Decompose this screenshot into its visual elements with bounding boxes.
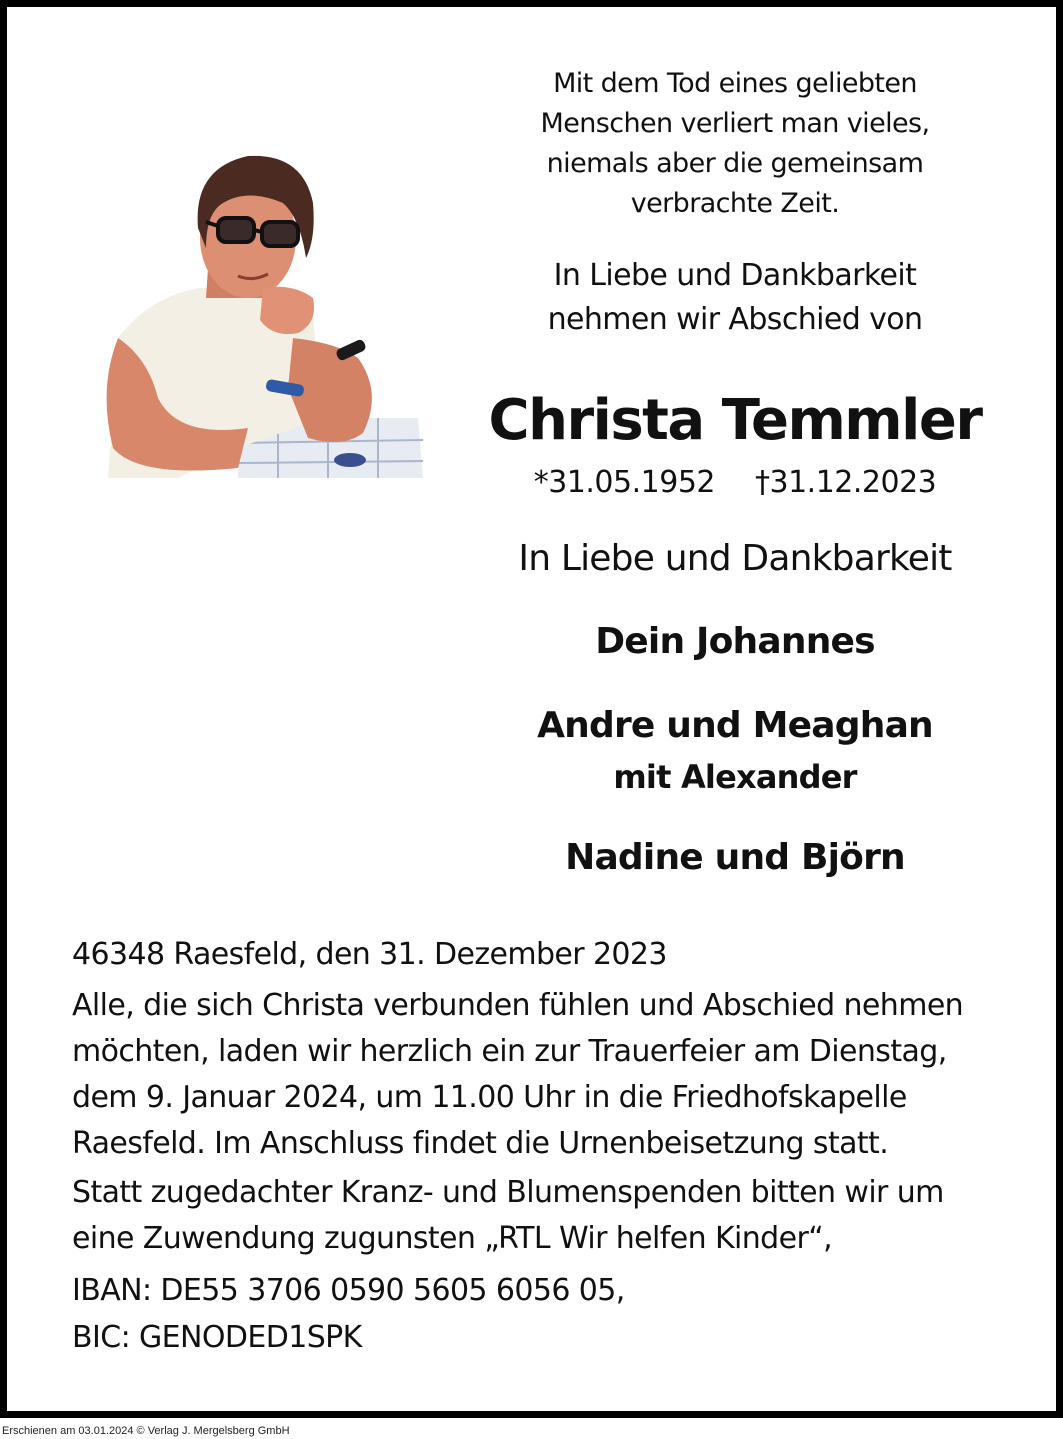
service-line: Alle, die sich Christa verbunden fühlen und Abschied nehmen — [72, 988, 964, 1023]
place-date: 46348 Raesfeld, den 31. Dezember 2023 — [72, 937, 667, 972]
closing-phrase: In Liebe und Dankbarkeit — [518, 538, 952, 579]
quote-line: Mit dem Tod eines geliebten — [553, 68, 917, 99]
publication-footer: Erschienen am 03.01.2024 © Verlag J. Mergelsberg GmbH — [2, 1425, 290, 1437]
donation-line: Statt zugedachter Kranz- und Blumenspenden bitten wir um — [72, 1175, 944, 1210]
intro-line: nehmen wir Abschied von — [547, 302, 923, 337]
bic: BIC: GENODED1SPK — [72, 1320, 362, 1355]
donation-paragraph — [72, 1170, 996, 1262]
service-line: dem 9. Januar 2024, um 11.00 Uhr in die Friedhofskapelle — [72, 1080, 907, 1115]
iban: IBAN: DE55 3706 0590 5605 6056 05, — [72, 1273, 625, 1308]
deceased-name: Christa Temmler — [488, 388, 982, 453]
donation-line: eine Zuwendung zugunsten „RTL Wir helfen Kinder“, — [72, 1221, 833, 1256]
mourner-line: Dein Johannes — [595, 621, 875, 662]
service-line: Raesfeld. Im Anschluss findet die Urnenbeisetzung statt. — [72, 1126, 889, 1161]
mourner-line: Nadine und Björn — [565, 837, 905, 878]
service-paragraph — [72, 983, 996, 1167]
birth-date: *31.05.1952 — [533, 465, 715, 500]
mourner-line: Andre und Meaghan — [537, 705, 933, 746]
memorial-quote — [470, 64, 1000, 224]
bank-details — [72, 1267, 996, 1361]
mourner-subline: mit Alexander — [613, 758, 857, 796]
service-line: möchten, laden wir herzlich ein zur Trauerfeier am Dienstag, — [72, 1034, 947, 1069]
intro-text — [470, 254, 1000, 342]
portrait-photo — [88, 148, 428, 488]
intro-line: In Liebe und Dankbarkeit — [553, 258, 917, 293]
death-date: †31.12.2023 — [755, 465, 937, 500]
quote-line: niemals aber die gemeinsam — [546, 148, 924, 179]
quote-line: verbrachte Zeit. — [630, 188, 840, 219]
life-dates — [470, 461, 1000, 505]
quote-line: Menschen verliert man vieles, — [540, 108, 930, 139]
